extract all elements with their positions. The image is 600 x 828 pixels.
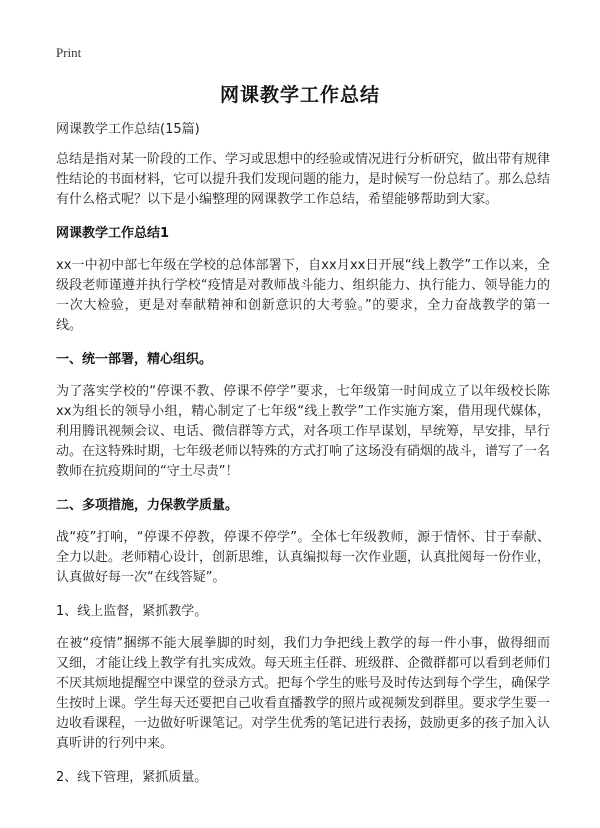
subheading-multiple-measures: 二、多项措施，力保教学质量。 [56, 498, 239, 513]
paragraph-online-supervision: 在被“疫情”捆绑不能大展拳脚的时刻，我们力争把线上教学的每一件小事，做得细而又细，才能让线上教学有扎实成效。每天班主任群、班级群、企微群都可以看到老师们不厌其烦地提醒空中课堂的登录方式。把每个学生的账号及时传达到每个学生，确保学生按时上课。学生每天还要把自己收看直播教学的照片或视频发到群里。要求学生要一边收看课程，一边做好听课笔记。对学生优秀的笔记进行表扬，鼓励更多的孩子加入认真听讲的行列中来。 [56, 636, 551, 751]
list-item-online-supervision: 1、线上监督，紧抓教学。 [56, 604, 208, 619]
subheading-unified-deployment: 一、统一部署，精心组织。 [56, 352, 213, 367]
paragraph-unified-deployment: 为了落实学校的“停课不教、停课不停学”要求，七年级第一时间成立了以年级校长陈xx为组长的领导小组，精心制定了七年级“线上教学”工作实施方案，借用现代媒体，利用腾讯视频会议、电话、微信群等方式，对各项工作早谋划，早统筹，早安排，早行动。在这特殊时期，七年级老师以特殊的方式打响了这场没有硝烟的战斗，谱写了一名教师在抗疫期间的“守土尽责”！ [56, 384, 551, 479]
intro-paragraph: 总结是指对某一阶段的工作、学习或思想中的经验或情况进行分析研究，做出带有规律性结论的书面材料，它可以提升我们发现问题的能力，是时候写一份总结了。那么总结有什么格式呢？以下是小编整理的网课教学工作总结，希望能够帮助到大家。 [56, 152, 551, 207]
document-subtitle: 网课教学工作总结(15篇) [56, 122, 200, 137]
section1-paragraph: xx一中初中部七年级在学校的总体部署下，自xx月xx日开展“线上教学”工作以来，全级段老师谨遵并执行学校“疫情是对教师战斗能力、组织能力、执行能力、领导能力的一次大检验，更是对奉献精神和创新意识的大考验。”的要求，全力奋战教学的第一线。 [56, 258, 550, 333]
paragraph-multiple-measures: 战“疫”打响，“停课不停教，停课不停学”。全体七年级教师，源于情怀、甘于奉献、全力以赴。老师精心设计，创新思维，认真编拟每一次作业题，认真批阅每一份作业，认真做好每一次“在线答疑”。 [56, 530, 551, 585]
print-label[interactable]: Print [56, 45, 82, 60]
list-item-offline-management: 2、线下管理，紧抓质量。 [56, 770, 208, 785]
page-title: 网课教学工作总结 [219, 84, 380, 106]
section-heading-1: 网课教学工作总结1 [56, 226, 170, 241]
document-body [56, 120, 550, 800]
